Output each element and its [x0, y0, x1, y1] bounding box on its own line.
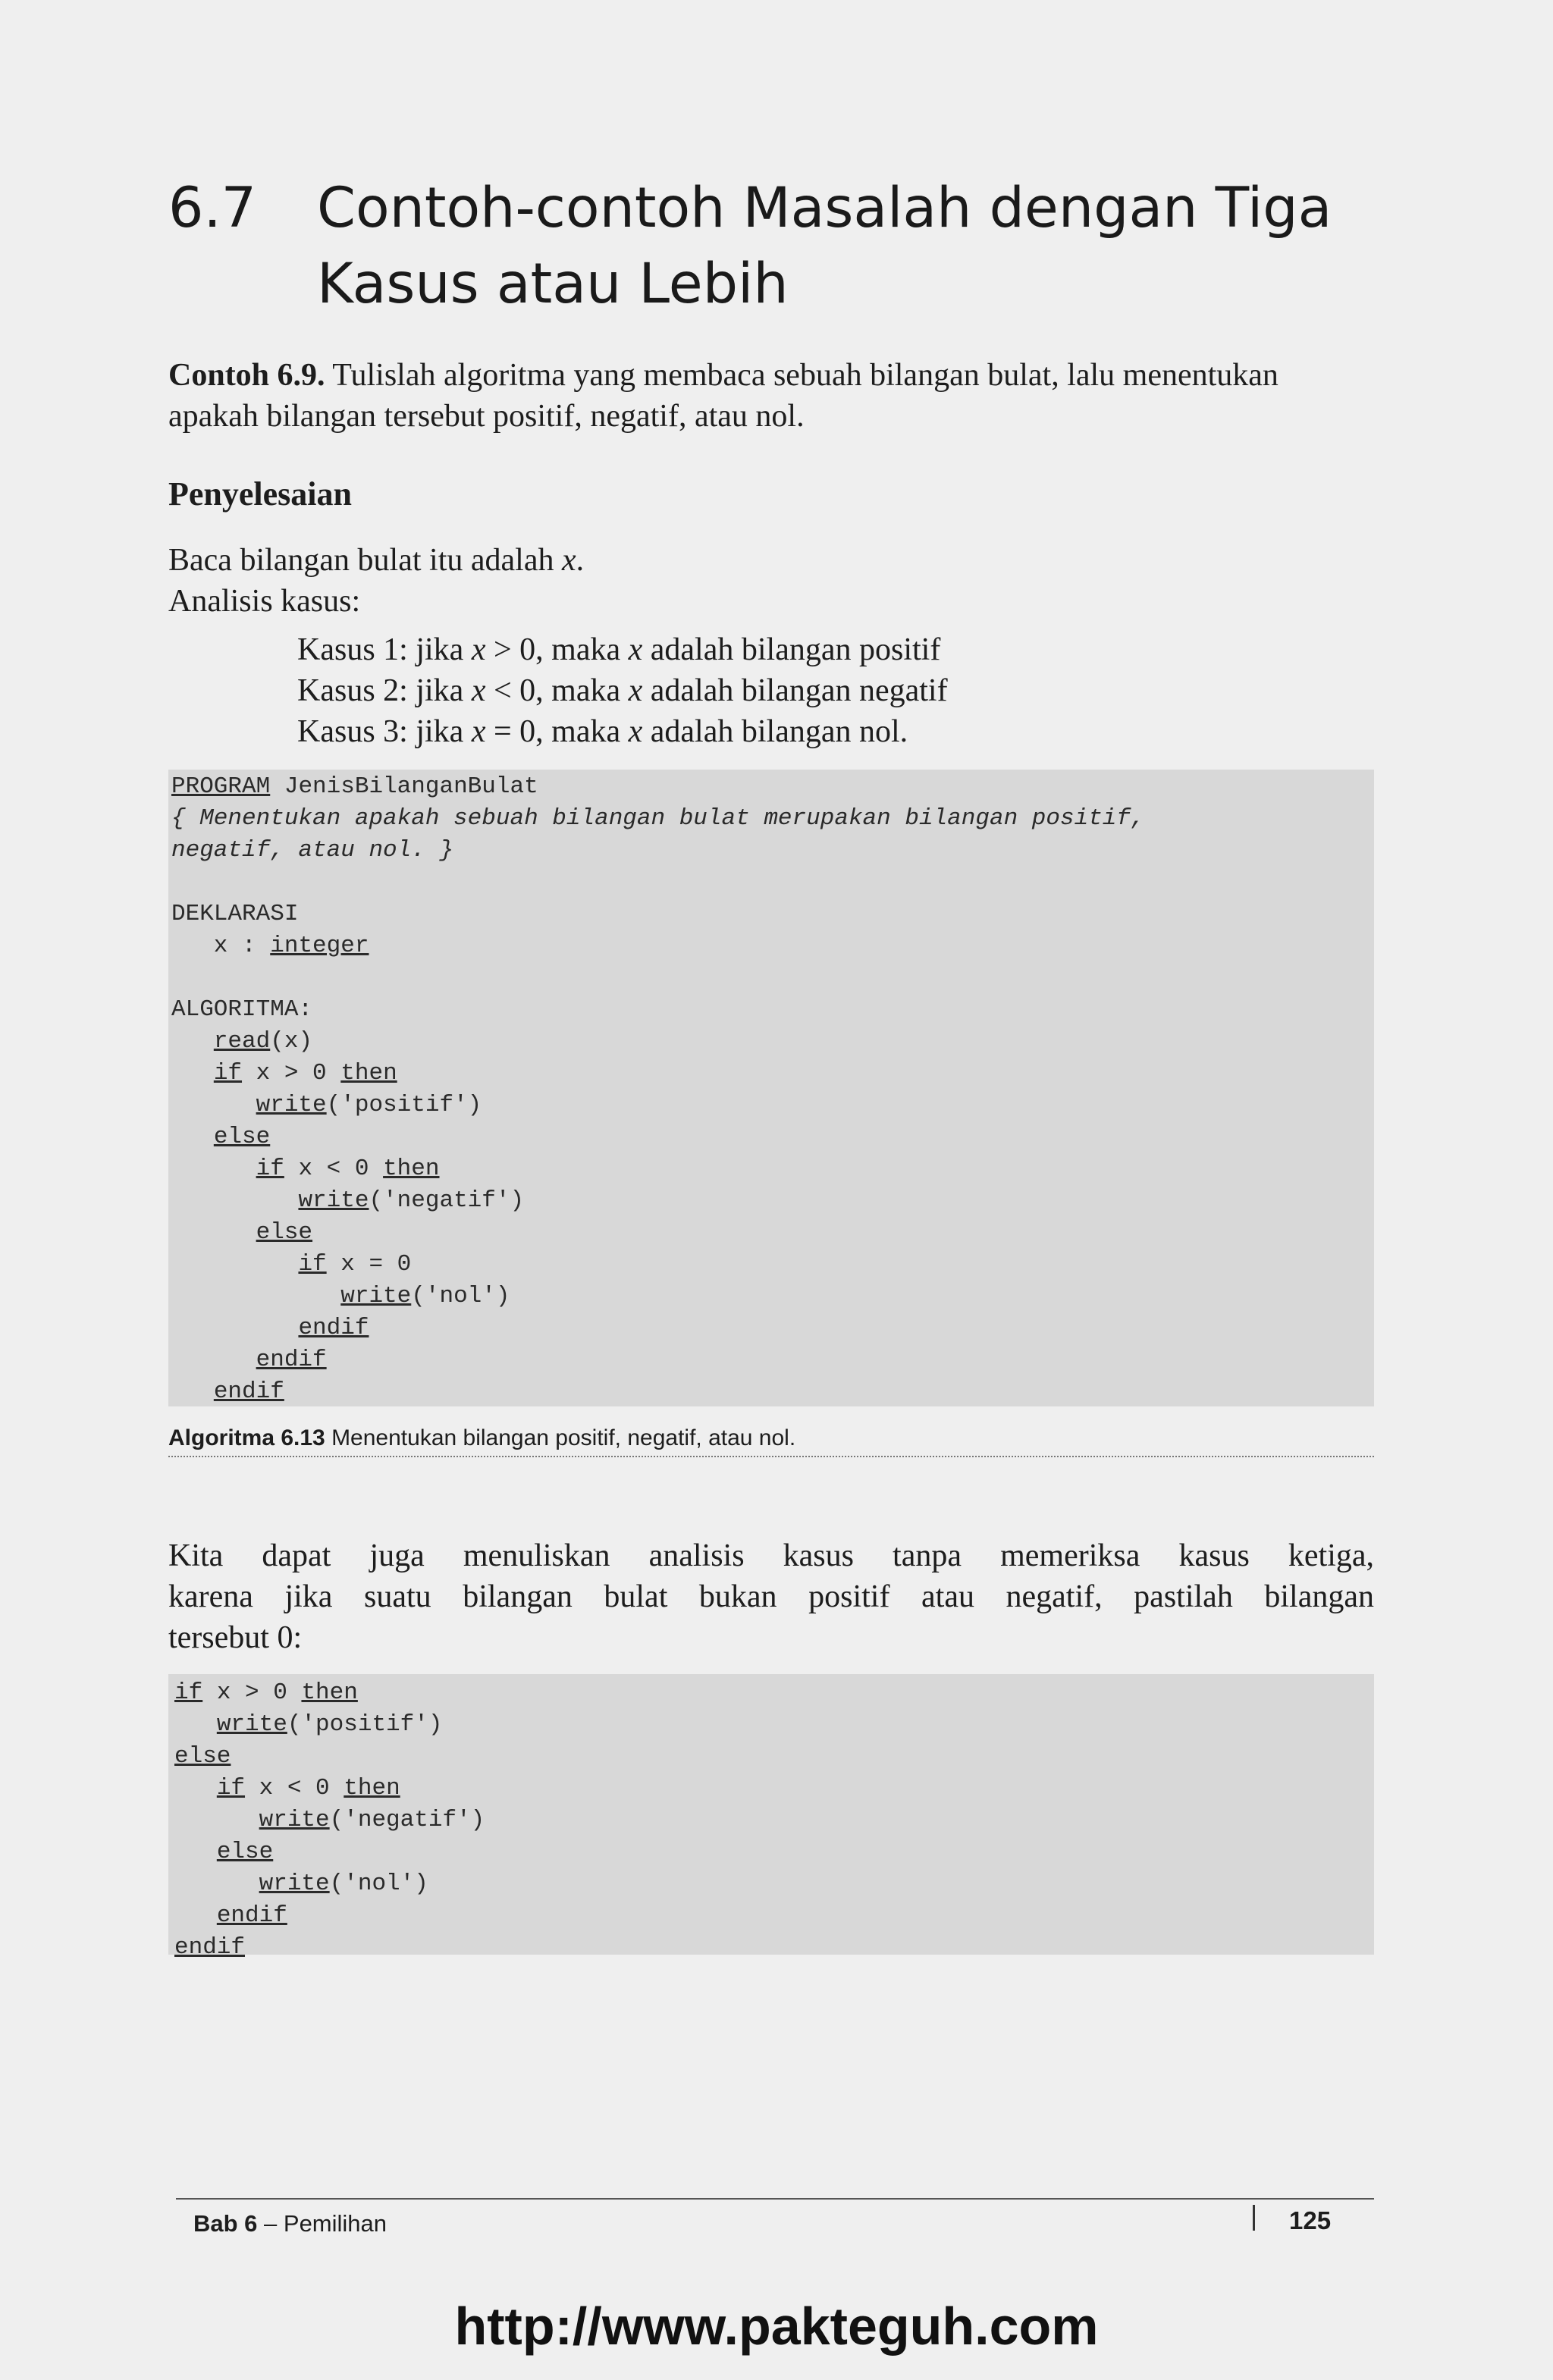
example-label: Contoh 6.9. — [168, 358, 325, 393]
paragraph-2-line: Kita dapat juga menuliskan analisis kasus tanpa memeriksa kasus ketiga, — [168, 1538, 1374, 1573]
section-title-line1: Contoh-contoh Masalah dengan Tiga — [317, 176, 1332, 240]
paragraph-2 — [168, 1535, 1374, 1658]
algorithm-code-block: PROGRAM JenisBilanganBulat { Menentukan apakah sebuah bilangan bulat merupakan bilangan positif, negatif, atau nol. } DEKLARASI x : integer ALGORITMA: read(x) if x > 0 then write('positif') else if x < 0 then write('negatif') else if x = 0 write('nol') endif endif endif — [168, 770, 1374, 1406]
caption-text: Menentukan bilangan positif, negatif, atau nol. — [325, 1425, 796, 1450]
read-statement — [168, 540, 1382, 581]
chapter-title: – Pemilihan — [257, 2210, 387, 2237]
caption-label: Algoritma 6.13 — [168, 1425, 325, 1450]
website-url: http://www.pakteguh.com — [454, 2297, 1099, 2356]
paragraph-2-line: tersebut 0: — [168, 1620, 303, 1655]
chapter-label: Bab 6 — [193, 2210, 258, 2237]
case-list — [297, 629, 948, 752]
case-item: Kasus 2: jika x < 0, maka x adalah bilangan negatif — [297, 673, 948, 708]
algorithm-caption — [168, 1425, 1374, 1457]
footer-divider — [1253, 2205, 1255, 2231]
footer-chapter — [193, 2210, 387, 2237]
paragraph-2-line: karena jika suatu bilangan bulat bukan positif atau negatif, pastilah bilangan — [168, 1579, 1374, 1614]
section-number: 6.7 — [168, 176, 257, 240]
example-text: Tulislah algoritma yang membaca sebuah bilangan bulat, lalu menentukan apakah bilangan tersebut positif, negatif, atau nol. — [168, 358, 1278, 434]
read-var: x — [561, 543, 576, 578]
solution-intro — [168, 540, 1382, 622]
section-title — [168, 171, 1412, 322]
read-prefix: Baca bilangan bulat itu adalah — [168, 543, 562, 578]
page-number: 125 — [1289, 2206, 1332, 2234]
read-suffix: . — [576, 543, 585, 578]
solution-heading: Penyelesaian — [168, 475, 352, 513]
case-item: Kasus 3: jika x = 0, maka x adalah bilangan nol. — [297, 714, 908, 749]
footer-rule — [176, 2198, 1374, 2200]
short-code-block: if x > 0 then write('positif') else if x < 0 then write('negatif') else write('nol') endif endif — [168, 1674, 1374, 1955]
example-paragraph — [168, 355, 1374, 437]
section-title-line2: Kasus atau Lebih — [317, 252, 789, 316]
case-item: Kasus 1: jika x > 0, maka x adalah bilangan positif — [297, 632, 941, 667]
analysis-label: Analisis kasus: — [168, 584, 361, 619]
